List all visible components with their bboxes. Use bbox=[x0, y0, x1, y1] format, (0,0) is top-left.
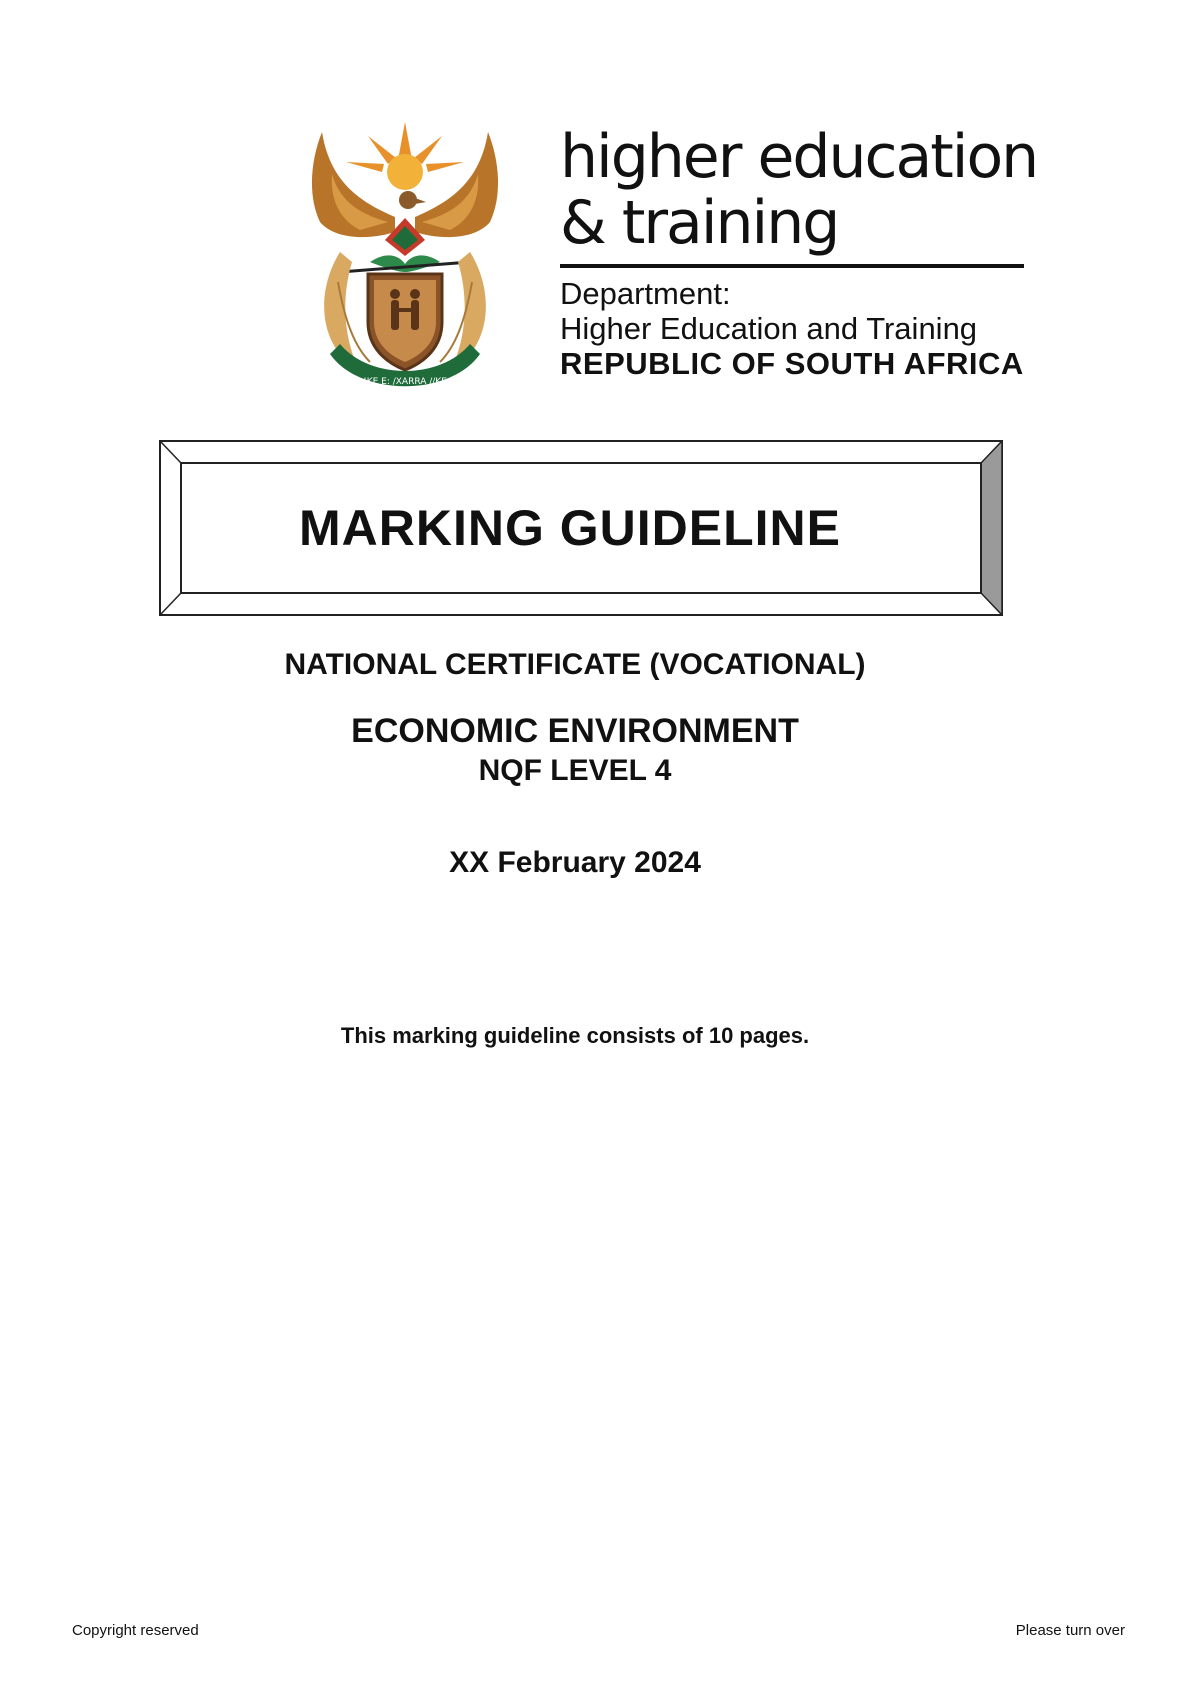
footer-copyright: Copyright reserved bbox=[72, 1622, 199, 1639]
country-name: REPUBLIC OF SOUTH AFRICA bbox=[560, 346, 1024, 381]
title-box bbox=[159, 440, 1003, 616]
nqf-level: NQF LEVEL 4 bbox=[478, 754, 672, 787]
department-block bbox=[560, 276, 1030, 381]
footer-turn-over: Please turn over bbox=[1015, 1622, 1125, 1639]
department-label: Department: bbox=[560, 276, 731, 311]
svg-text:!KE E: /XARRA //KE: !KE E: /XARRA //KE bbox=[363, 377, 447, 387]
certificate-name: NATIONAL CERTIFICATE (VOCATIONAL) bbox=[284, 648, 866, 681]
brand-divider bbox=[560, 264, 1024, 268]
subject-name: ECONOMIC ENVIRONMENT bbox=[351, 712, 799, 750]
brand-line-1: higher education bbox=[560, 122, 1038, 192]
brand-block bbox=[560, 122, 1038, 381]
page-count-note: This marking guideline consists of 10 pages. bbox=[340, 1023, 810, 1048]
document-title: MARKING GUIDELINE bbox=[299, 500, 841, 556]
department-name: Higher Education and Training bbox=[560, 311, 978, 346]
brand-line-2: & training bbox=[560, 188, 839, 258]
coat-of-arms-icon bbox=[300, 122, 510, 400]
exam-date: XX February 2024 bbox=[449, 846, 701, 879]
